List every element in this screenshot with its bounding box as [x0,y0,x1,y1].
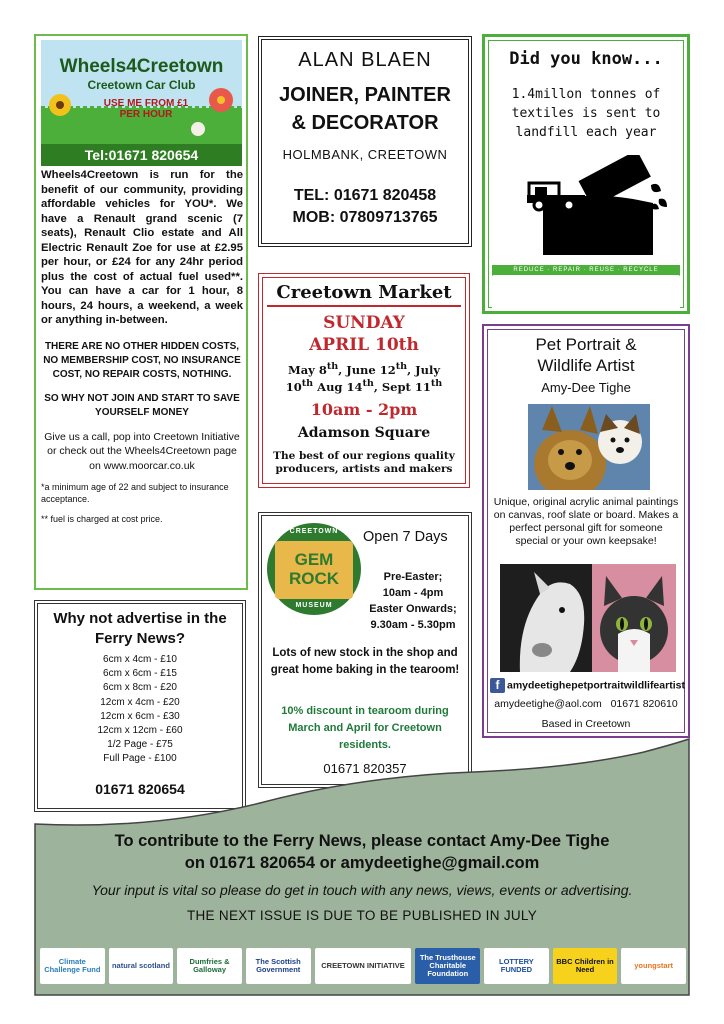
facebook-link[interactable] [490,678,684,693]
advertise-rate-item: 6cm x 8cm - £20 [103,682,177,694]
footer-next-issue: THE NEXT ISSUE IS DUE TO BE PUBLISHED IN JULY [186,908,538,923]
pet-portrait-ad [482,324,690,738]
gem-logo-top: CREETOWN [289,528,339,535]
pet-title-line1: Pet Portrait & [535,335,637,354]
dump-truck-icon [523,155,673,255]
advertise-rate-item: 12cm x 4cm - £20 [100,696,180,708]
wheels4creetown-banner [41,40,242,166]
gem-logo-bottom: MUSEUM [295,602,333,609]
reuse-tagline: REDUCE · REPAIR · REUSE · RECYCLE [513,267,659,273]
pet-email[interactable]: amydeetighe@aol.com [494,698,602,710]
alan-phones [259,185,471,229]
market-date: APRIL 10th [309,335,419,355]
footer-contribute [34,830,690,874]
horse-and-cat-painting-image [500,564,676,672]
wheels-note-fuel: ** fuel is charged at cost price. [41,514,163,524]
sponsor-logo: Dumfries & Galloway [177,948,242,984]
dyk-fact: 1.4millon tonnes of textiles is sent to landfill each year [511,87,661,140]
market-dates-line1: May 8th, June 12th, July [287,361,441,377]
sponsor-logo: Climate Challenge Fund [40,948,105,984]
sponsor-logo: The Scottish Government [246,948,311,984]
advertise-rate-item: 12cm x 12cm - £60 [97,725,183,737]
footer-contribute-line2: on 01671 820654 or amydeetighe@gmail.com [184,854,540,872]
alan-mob: MOB: 07809713765 [292,209,438,226]
alan-trade-line1: JOINER, PAINTER [279,84,451,106]
pet-based: Based in Creetown [541,718,631,730]
pet-description: Unique, original acrylic animal paintings on canvas, roof slate or board. Makes a perfect personal gift for someone special or your own keepsake! [493,496,679,547]
facebook-icon: f [490,678,505,693]
gem-logo-word2: ROCK [288,569,340,588]
footer-input-note: Your input is vital so please do get in touch with any news, views, events or advertising. [91,882,633,898]
sponsor-logo: LOTTERY FUNDED [484,948,549,984]
pet-contact [484,698,688,710]
alan-name: ALAN BLAEN [298,49,432,71]
pet-title-line2: Wildlife Artist [537,356,635,375]
footer-contribute-line1: To contribute to the Ferry News, please contact Amy-Dee Tighe [114,832,610,850]
market-place: Adamson Square [297,425,431,441]
alan-blaen-ad [258,36,472,247]
advertise-rate-item: 6cm x 6cm - £15 [103,668,177,680]
banner-price: USE ME FROM £1 PER HOUR [103,98,189,120]
footer-text [34,830,690,923]
sponsor-logos [40,946,686,986]
pet-title [484,334,688,376]
pet-artist: Amy-Dee Tighe [541,380,631,395]
banner-subtitle: Creetown Car Club [87,78,196,92]
market-weekday: SUNDAY [323,313,405,333]
alan-tel: TEL: 01671 820458 [293,187,437,204]
market-dates [259,360,469,394]
gem-open-days: Open 7 Days [363,529,448,545]
wheels-intro: Wheels4Creetown is run for the benefit of our community, providing affordable vehicles for YOU*. We have a Renault grand scenic (7 seats), Renault Clio estate and All Electric Renault Zoe for use at £2.95 per hour, or £24 for any 24hr period plus the cost of actual fuel used**. You can have a car for 1 hour, 8 hours, 24 hours, a weekend, a week or anything in-between. [41,169,243,326]
gem-logo-word1: GEM [294,550,334,569]
reuse-matters-text: REuse Matters [492,275,680,311]
wheels-note-age: *a minimum age of 22 and subject to insurance acceptance. [41,482,229,504]
gem-hours-3: Easter Onwards; [369,603,457,615]
gem-hours [359,569,467,633]
banner-phone: Tel:01671 820654 [41,144,242,166]
did-you-know-ad [482,34,690,314]
wheels-call: Give us a call, pop into Creetown Initiative or check out the Wheels4Creetown page on www.moorcar.co.uk [44,430,240,472]
gem-hours-4: 9.30am - 5.30pm [370,619,456,631]
advertise-rate-item: 12cm x 6cm - £30 [100,710,180,722]
creetown-market-ad [258,273,470,488]
pet-phone: 01671 820610 [610,698,678,710]
market-dates-line2: 10th Aug 14th, Sept 11th [285,377,443,394]
advertise-phone: 01671 820654 [95,781,185,797]
gem-phone: 01671 820357 [323,761,407,776]
sponsor-logo: natural scotland [109,948,174,984]
dyk-heading: Did you know... [509,49,663,69]
banner-title: Wheels4Creetown [59,56,224,77]
alan-address: HOLMBANK, CREETOWN [282,147,448,162]
market-day [259,312,469,356]
wheels-no-costs: THERE ARE NO OTHER HIDDEN COSTS, NO MEMBERSHIP COST, NO INSURANCE COST, NO REPAIR COSTS, NOTHING. [43,340,241,380]
gem-hours-1: Pre-Easter; [383,571,443,583]
market-title: Creetown Market [267,282,461,307]
sponsor-logo: BBC Children in Need [553,948,618,984]
dogs-painting-image [528,404,650,490]
gem-stock: Lots of new stock in the shop and great home baking in the tearoom! [270,647,460,676]
advertise-rate-item: 6cm x 4cm - £10 [103,654,177,665]
advertise-rate-item: Full Page - £100 [103,753,177,765]
wheels-why-not: SO WHY NOT JOIN AND START TO SAVE YOURSELF MONEY [44,392,240,418]
advertise-title: Why not advertise in the Ferry News? [53,610,227,647]
facebook-page: amydeetighepetportraitwildlifeartist [507,679,685,692]
market-description: The best of our regions quality producers, artists and makers [273,450,455,475]
alan-trade [259,81,471,137]
sponsor-logo: The Trusthouse Charitable Foundation [415,948,480,984]
gem-rock-logo [267,523,361,615]
alan-trade-line2: & DECORATOR [291,112,439,134]
market-time: 10am - 2pm [310,400,418,419]
reuse-matters-logo [492,265,680,307]
advertise-rate-item: 1/2 Page - £75 [107,739,173,751]
gem-discount: 10% discount in tearoom during March and April for Creetown residents. [281,705,449,751]
wheels4creetown-ad [34,34,248,590]
gem-hours-2: 10am - 4pm [382,587,444,599]
sponsor-logo: youngstart [621,948,686,984]
sponsor-logo: CREETOWN INITIATIVE [315,948,412,984]
